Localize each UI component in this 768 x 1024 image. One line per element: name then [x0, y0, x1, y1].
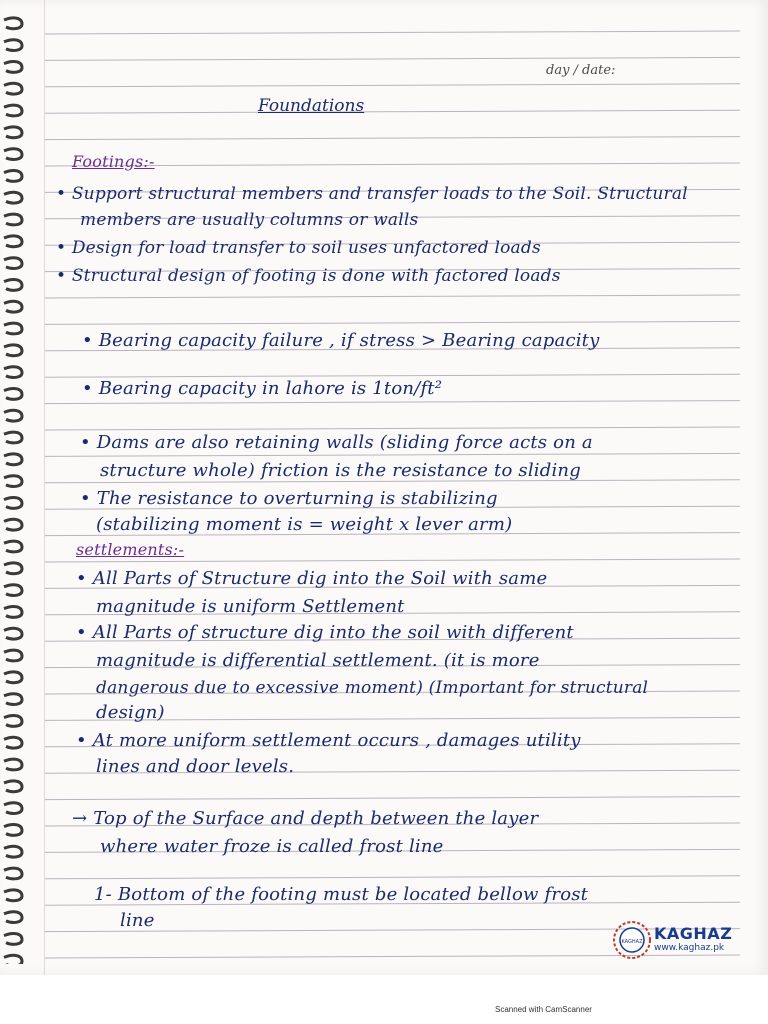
note-line: • Design for load transfer to soil uses unfactored loads [56, 238, 541, 258]
rule-line [44, 84, 740, 87]
rule-line [44, 137, 740, 140]
logo-badge-text: KAGHAZ [621, 939, 643, 945]
margin-line [44, 0, 45, 975]
note-line: • Structural design of footing is done with factored loads [56, 266, 561, 286]
rule-line [44, 797, 740, 800]
settlements-heading: settlements:- [76, 540, 185, 559]
note-line: magnitude is differential settlement. (it is more [96, 650, 540, 671]
note-line: members are usually columns or walls [80, 210, 419, 230]
note-line: • All Parts of Structure dig into the Soil with same [76, 568, 548, 589]
rule-line [44, 427, 740, 430]
note-line: structure whole) friction is the resistance to sliding [100, 460, 581, 481]
note-line: • Bearing capacity failure , if stress > Bearing capacity [82, 330, 600, 351]
note-line: • At more uniform settlement occurs , damages utility [76, 730, 581, 751]
logo-brand: KAGHAZ [654, 924, 733, 943]
note-line: lines and door levels. [96, 756, 295, 777]
rule-line [44, 321, 740, 324]
page-title: Foundations [258, 96, 365, 116]
logo-url: www.kaghaz.pk [654, 943, 725, 953]
rule-line [44, 31, 740, 34]
note-line: design) [96, 702, 165, 723]
rule-line [44, 374, 740, 377]
note-line: dangerous due to excessive moment) (Important for structural [96, 678, 649, 698]
note-line: → Top of the Surface and depth between the layer [72, 808, 539, 829]
note-line: magnitude is uniform Settlement [96, 596, 405, 617]
note-line: where water froze is called frost line [100, 836, 444, 857]
footings-heading: Footings:- [72, 152, 155, 171]
scanner-credit: Scanned with CamScanner [495, 1005, 592, 1014]
rule-line [44, 110, 740, 113]
rule-line [44, 401, 740, 404]
note-line: 1- Bottom of the footing must be located bellow frost [94, 884, 589, 905]
note-line: • All Parts of structure dig into the soil with different [76, 622, 574, 643]
rule-line [44, 453, 740, 456]
rule-line [44, 559, 740, 562]
note-line: line [120, 910, 155, 931]
rule-line [44, 295, 740, 298]
note-line: • Bearing capacity in lahore is 1ton/ft² [82, 378, 443, 399]
rule-line [44, 876, 740, 879]
rule-line [44, 57, 740, 60]
date-label: day / date: [546, 63, 616, 78]
note-line: • The resistance to overturning is stabilizing [80, 488, 498, 509]
note-line: • Dams are also retaining walls (sliding force acts on a [80, 432, 593, 453]
note-line: • Support structural members and transfer loads to the Soil. Structural [56, 184, 688, 204]
note-line: (stabilizing moment is = weight x lever arm) [96, 514, 513, 535]
